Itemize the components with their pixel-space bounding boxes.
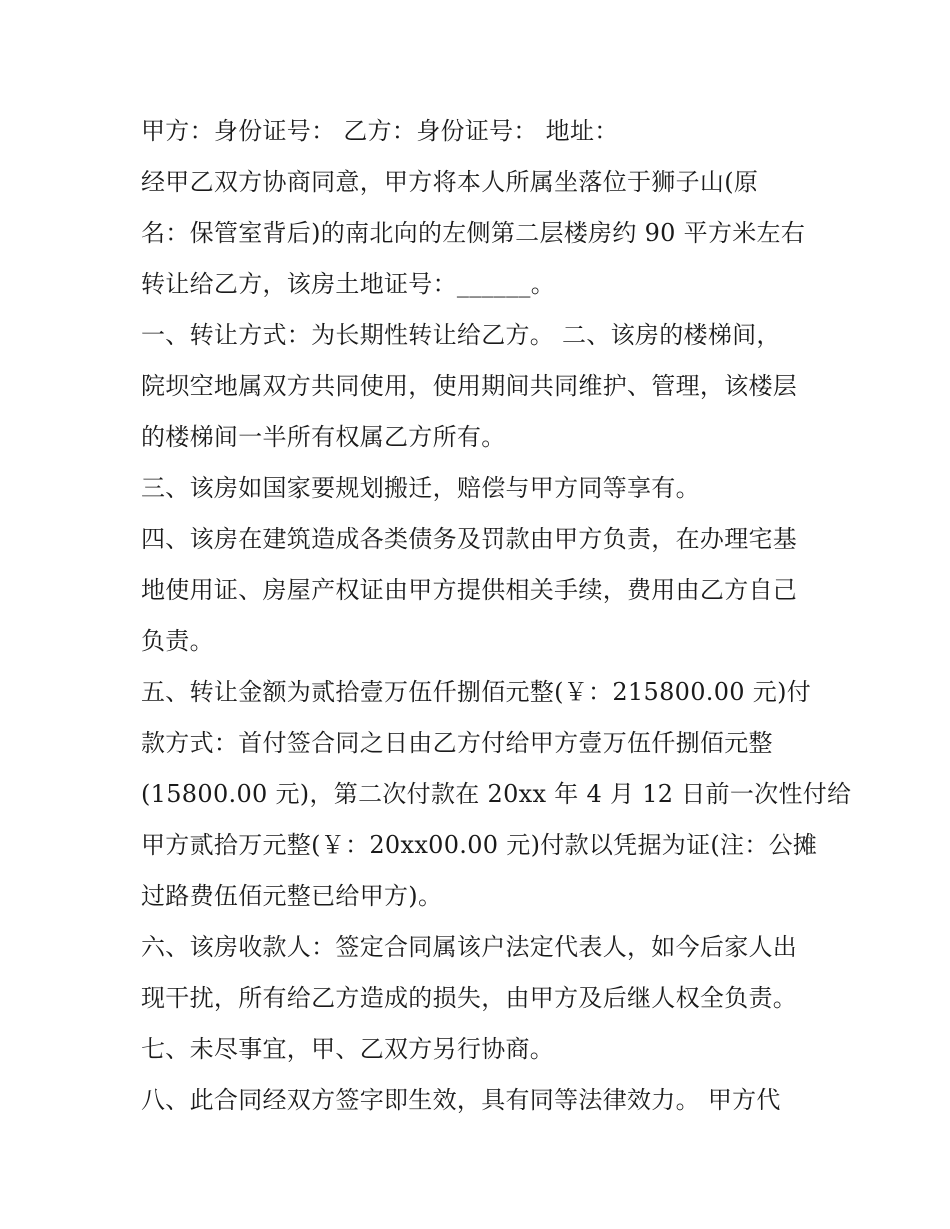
clause-8-line: 八、此合同经双方签字即生效，具有同等法律效力。 甲方代	[141, 1086, 781, 1114]
clause-5-line: 五、转让金额为贰拾壹万伍仟捌佰元整(￥：215800.00 元)付	[141, 678, 812, 706]
text-line: 院坝空地属双方共同使用，使用期间共同维护、管理，该楼层	[141, 372, 798, 400]
clause-3-line: 三、该房如国家要规划搬迁，赔偿与甲方同等享有。	[141, 474, 700, 502]
text-line: (15800.00 元)，第二次付款在 20xx 年 4 月 12 日前一次性付给	[141, 780, 852, 808]
text-line: 现干扰，所有给乙方造成的损失，由甲方及后继人权全负责。	[141, 984, 798, 1012]
party-info-line: 甲方：身份证号： 乙方：身份证号： 地址：	[141, 117, 619, 145]
contract-body	[141, 110, 852, 1130]
text-line: 名：保管室背后)的南北向的左侧第二层楼房约 90 平方米左右	[141, 219, 806, 247]
text-line: 的楼梯间一半所有权属乙方所有。	[141, 423, 506, 451]
text-line: 经甲乙双方协商同意，甲方将本人所属坐落位于狮子山(原	[141, 168, 759, 196]
clause-7-line: 七、未尽事宜，甲、乙双方另行协商。	[141, 1035, 555, 1063]
clause-1-line: 一、转让方式：为长期性转让给乙方。 二、该房的楼梯间，	[141, 321, 781, 349]
text-line: 款方式：首付签合同之日由乙方付给甲方壹万伍仟捌佰元整	[141, 729, 773, 757]
text-line: 甲方贰拾万元整(￥：20xx00.00 元)付款以凭据为证(注：公摊	[141, 831, 818, 859]
text-line: 转让给乙方，该房土地证号：______。	[141, 270, 555, 298]
text-line: 过路费伍佰元整已给甲方)。	[141, 882, 443, 910]
text-line: 地使用证、房屋产权证由甲方提供相关手续，费用由乙方自己	[141, 576, 798, 604]
clause-4-line: 四、该房在建筑造成各类债务及罚款由甲方负责，在办理宅基	[141, 525, 798, 553]
clause-6-line: 六、该房收款人：签定合同属该户法定代表人，如今后家人出	[141, 933, 798, 961]
text-line: 负责。	[141, 627, 214, 655]
